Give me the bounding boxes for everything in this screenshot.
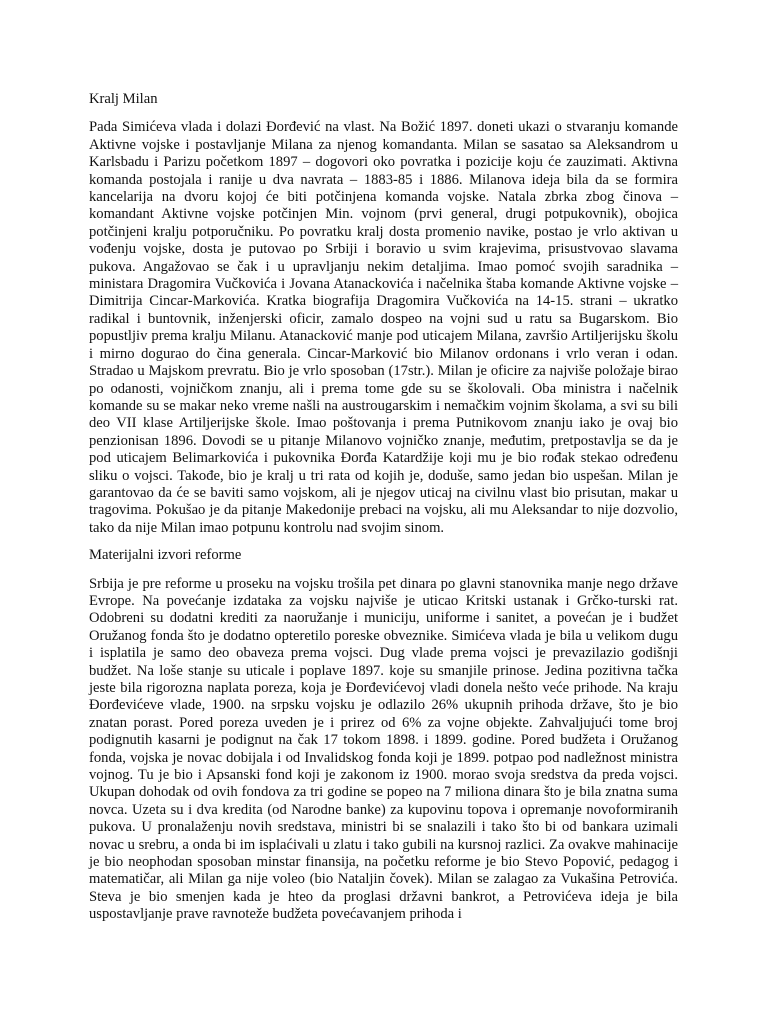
document-page: [89, 91, 678, 924]
section-heading-materijalni-izvori: Materijalni izvori reforme: [89, 547, 242, 564]
section-heading-kralj-milan: Kralj Milan: [89, 91, 158, 107]
paragraph-materijalni-izvori: Srbija je pre reforme u proseku na vojsku trošila pet dinara po glavni stanovnika manje nego države Evrope. Na povećanje izdataka za vojsku najviše je uticao Kritski ustanak i Grčko-turski rat. Odobreni su dodatni krediti za naoružanje i municiju, uniforme i sanitet, a povećan je i budžet Oružanog fonda što je dodatno opteretilo poreske obveznike. Simićeva vlada je bila u velikom dugu i isplatila je samo deo obaveza prema vojsci. Dug vlade prema vojsci je prevazilazio godišnji budžet. Na loše stanje su uticale i poplave 1897. koje su smanjile prinose. Jedina pozitivna tačka jeste bila rigorozna naplata poreza, koja je Đorđevićevoj vladi donela nešto veće prihode. Na kraju Đorđevićeve vlade, 1900. na srpsku vojsku je odlazilo 26% ukupnih prihoda države, što je bio znatan porast. Pored poreza uveden je i prirez od 6% za vojne objekte. Zahvaljujući tome broj podignutih kasarni je podignut na čak 17 tokom 1898. i 1899. godine. Pored budžeta i Oružanog fonda, vojska je novac dobijala i od Invalidskog fonda koji je 1899. potpao pod nadležnost ministra vojnog. Tu je bio i Apsanski fond koji je zakonom iz 1900. morao svoja sredstva da preda vojsci. Ukupan dohodak od ovih fondova za tri godine se popeo na 7 miliona dinara što je bila znatna suma novca. Uzeta su i dva kredita (od Narodne banke) za kupovinu topova i opremanje novoformiranih pukova. U pronalaženju novih sredstava, ministri bi se snalazili i tako što bi od bankara uzimali novac u srebru, a onda bi im isplaćivali u zlatu i tako gubili na kursnoj razlici. Za ovakve mahinacije je bio neophodan sposoban minstar finansija, na početku reforme je bio Stevo Popović, pedagog i matematičar, ali Milan ga nije voleo (bio Nataljin čovek). Milan se zalagao za Vukašina Petrovića. Steva je bio smenjen kada je hteo da proglasi državni bankrot, a Petrovićeva ideja je bila uspostavljanje prave ravnoteže budžeta povećavanjem prihoda i: [89, 575, 678, 923]
paragraph-kralj-milan: Pada Simićeva vlada i dolazi Đorđević na vlast. Na Božić 1897. doneti ukazi o stvaranju komande Aktivne vojske i postavljanje Milana za njenog komandanta. Milan se sasatao sa Aleksandrom u Karlsbadu i Parizu početkom 1897 – dogovori oko povratka i pozicije koju će zauzimati. Aktivna komanda postojala i ranije u dva navrata – 1883-85 i 1886. Milanova ideja bila da se formira kancelarija na dvoru kojoj će biti potčinjena komanda vojske. Natala zbrka zbog činova – komandant Aktivne vojske potčinjen Min. vojnom (prvi general, drugi potpukovnik), obojica potčinjeni kralju potporučniku. Po povratku kralj dosta promenio navike, postao je vrlo aktivan u vođenju vojske, dosta je putovao po Srbiji i boravio u svim krajevima, prisustvovao slavama pukova. Angažovao se čak i u upravljanju nekim detaljima. Imao pomoć svojih saradnika – ministara Dragomira Vučkovića i Jovana Atanackovića i načelnika štaba komande Aktivne vojske – Dimitrija Cincar-Markovića. Kratka biografija Dragomira Vučkovića na 14-15. strani – ukratko radikal i buntovnik, inženjerski oficir, zamalo dospeo na vojni sud u ratu sa Bugarskom. Bio popustljiv prema kralju Milanu. Atanacković manje pod uticajem Milana, završio Artiljerijsku školu i mirno dogurao do čina generala. Cincar-Marković bio Milanov ordonans i vrlo veran i odan. Stradao u Majskom prevratu. Bio je vrlo sposoban (17str.). Milan je oficire za najviše položaje birao po odanosti, vojničkom znanju, ali i prema tome gde su se školovali. Oba ministra i načelnik komande su se makar neko vreme našli na austrougarskim i nemačkim vojnim školama, a svi su bili deo VII klase Artiljerijske škole. Imao poštovanja i prema Putnikovom znanju iako je ovaj bio penzionisan 1896. Dovodi se u pitanje Milanovo vojničko znanje, međutim, pretpostavlja se da je pod uticajem Belimarkovića i pukovnika Đorđa Katardžije koji mu je bio rođak stekao određenu sliku o vojsci. Takođe, bio je kralj u tri rata od kojih je, doduše, samo jedan bio uspešan. Milan je garantovao da će se baviti samo vojskom, ali je njegov uticaj na civilnu vlast bio prisutan, makar u tragovima. Pokušao je da pitanje Makedonije prebaci na vojsku, ali mu Aleksandar to nije dozvolio, tako da nije Milan imao potpunu kontrolu nad svojim sinom.: [89, 119, 678, 536]
